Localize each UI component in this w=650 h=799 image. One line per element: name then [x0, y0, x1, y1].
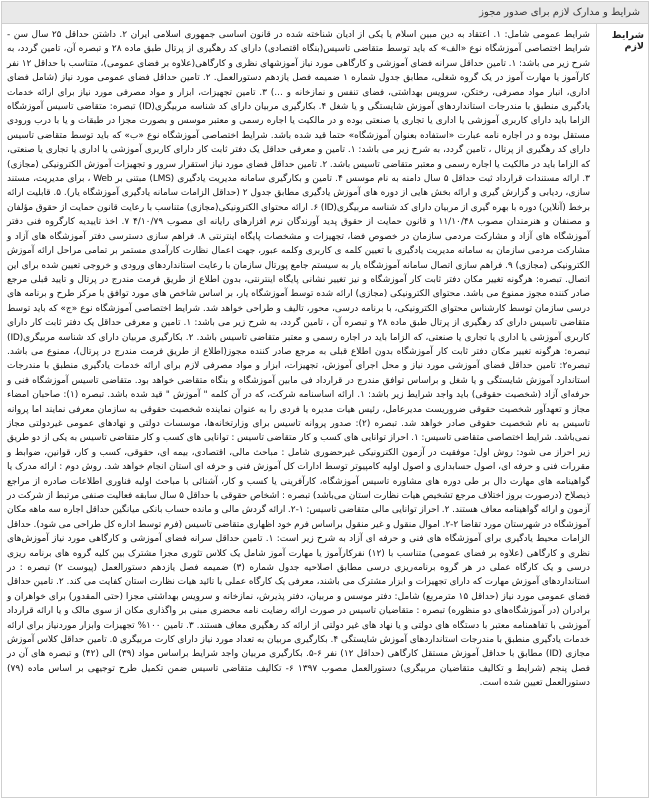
section-header [2, 2, 648, 24]
license-requirements-page [1, 1, 649, 798]
section-header-title: شرایط و مدارک لازم برای صدور مجوز [479, 7, 640, 18]
requirements-row [2, 24, 648, 796]
requirements-label: شرایط لازم [596, 24, 648, 796]
requirements-text: شرایط عمومی شامل: ۱. اعتقاد به دین مبین اسلام یا یکی از ادیان شناخته شده در قانون اساسی جمهوری اسلامی ایران ۲. داشتن حداقل ۲۵ سال سن - شرایط اختصاصی آموزشگاه نوع «الف» که باید توسط متقاضی تاسیس(بنگاه اقتصادی) دارای کد رهگیری از پرتال طبق ماده ۲۸ و تبصره آن، تامین گردد، به شرح زیر می باشد: ۱. تامین حداقل سرانه فضای آموزشی و کارگاهی مورد نیاز آموزشهای نظری و کارگاهی(علاوه بر فضای عمومی)، متناسب با حداقل ۱۲ نفر کارآموز یا مهارت آموز در یک گروه شغلی، مطابق جدول شماره ۱ ضمیمه فصل یازدهم دستورالعمل. ۲. تامین حداقل فضای عمومی مورد نیاز (شامل فضای اداری، انبار مواد مصرفی، رختکن، سرویس بهداشتی، فضای تنفس و نمازخانه و ...) ۳. تامین تجهیزات، ابزار و مواد مصرفی مورد نیاز برای ارائه خدمات یادگیری منطبق با مندرجات استانداردهای آموزش شایستگی و یا شغل ۴. بکارگیری مربیان دارای کد شناسه مربیگری(ID) تبصره: متقاضی تاسیس آموزشگاه الزاما باید دارای کاربری آموزشی یا اداری یا تجاری یا صنعتی بوده و در مالکیت یا اجاره رسمی و معتبر موسس و بصورت مجزا در طبقات و یا با درب ورودی مستقل بوده و در اجاره نامه عبارت «استفاده بعنوان آموزشگاه» حتما قید شده باشد. شرایط اختصاصی آموزشگاه نوع «ب» که باید توسط متقاضی تاسیس دارای کد رهگیری از پرتال ، تامین گردد، به شرح زیر می باشد: ۱. تامین و معرفی حداقل یک دفتر ثابت کار دارای کاربری آموزشی یا اداری یا تجاری یا صنعتی، که الزاما باید در مالکیت یا اجاره رسمی و معتبر متقاضی تاسیس باشد. ۲. تامین حداقل فضای مورد نیاز استقرار سرور و تجهیزات آموزش الکترونیکی (مجازی) ۳. ارائه مستندات قرارداد ثبت حداقل ۵ سال دامنه به نام موسس ۴. تامین و بکارگیری سامانه مدیریت یادگیری (LMS) مبتنی بر Web ، برای مدیریت، مستند سازی، ردیابی و گزارش گیری و ارائه بخش هایی از دوره های آموزش یادگیری مطابق جدول ۲ (حداقل الزامات سامانه یادگیری آموزشگاه یار). ۵. قابلیت ارائه برخط (آنلاین) دوره با بهره گیری از مربیان دارای کد شناسه مربیگری(ID) ۶. ارائه محتوای الکترونیکی(مجازی) متناسب با رعایت قانون حمایت از حقوق مؤلفان و مصنفان و هنرمندان مصوب ۱۱/۱۰/۴۸ و قانون حمایت از حقوق پدید آورندگان نرم افزارهای رایانه ای مصوب ۴/۱۰/۷۹ ۷. اخذ تاییدیه کارگروه فنی دفتر آموزشگاه های آزاد و مشارکت مردمی سازمان در خصوص فضا، تجهیزات و مشخصات پایگاه اینترنتی ۸. فراهم سازی دسترسی دفتر آموزشگاه های آزاد و مشارکت مردمی سازمان به سامانه مدیریت یادگیری با تعیین کلمه ی کاربری وکلمه عبور، جهت اعمال نظارت کارآمدی مستمر بر تمامی مراحل ارائه آموزش الکترونیکی (مجازی) ۹. فراهم سازی اتصال سامانه آموزشگاه یار به سیستم جامع پورتال سازمان با رعایت استانداردهای ورودی و خروجی تعیین شده برای این اتصال. تبصره: هرگونه تغییر مکان دفتر ثابت کار آموزشگاه و نیز تغییر نشانی پایگاه اینترنتی، بدون اطلاع از طریق فرمت مندرج در پرتال و تایید قبلی مرجع صادر کننده مجوز ممنوع می باشد. محتوای الکترونیکی (مجازی) ارائه شده توسط آموزشگاه یار، بر اساس شاخص های مورد توافق با مرکز طرح و برنامه های درسی سازمان توسط کارشناس محتوای الکترونیکی، با برنامه درسی، محور، تالیف و طراحی خواهد شد. شرایط اختصاصی آموزشگاه نوع «ج» که باید توسط متقاضی تاسیس دارای کد رهگیری از پرتال طبق ماده ۲۸ و تبصره آن ، تامین گردد، به شرح زیر می باشد: ۱. تامین و معرفی حداقل یک دفتر ثابت کار دارای کاربری آموزشی یا اداری یا تجاری یا صنعتی، که الزاما باید در اجاره رسمی و معتبر متقاضی تاسیس باشد. ۲. بکارگیری مربیان دارای کد شناسه مربیگری(ID) تبصره: هرگونه تغییر مکان دفتر ثابت کار آموزشگاه بدون اطلاع قبلی به مرجع صادر کننده مجوز(اطلاع از طریق فرمت مندرج در پرتال)، ممنوع می باشد. تبصره۲: تامین حداقل فضای آموزشی مورد نیاز و محل اجرای آموزش، تجهیزات، ابزار و مواد مصرفی لازم برای ارائه خدمات یادگیری منطبق با مندرجات استاندارد آموزش شایستگی و یا شغل و براساس توافق مندرج در قرارداد فی مابین آموزشگاه و بنگاه متقاضی خواهد بود. متقاضی تاسیس آموزشگاه فنی و حرفه‌ای آزاد (شخصیت حقوقی) باید واجد شرایط زیر باشد: ۱. ارائه اساسنامه شرکت، که در آن کلمه " آموزش " قید شده باشد. تبصره (۱): صاحبان امضاء مجاز و تعهدآور شخصیت حقوقی ضروریست مدیرعامل، رئیس هیات مدیره یا فردی را به عنوان نماینده شخصیت حقوقی به سازمان معرفی نمایند اما پروانه تاسیس به نام شخصیت حقوقی صادر خواهد شد. تبصره (۲): صدور پروانه تاسیس برای وزارتخانه‌ها، موسسات دولتی و نهادهای عمومی غیردولتی مجاز نمی‌باشد. شرایط اختصاصی متقاضی تاسیس: ۱. احراز توانایی های کسب و کار متقاضی تاسیس : توانایی های کسب و کار متقاضی تاسیس به یکی از دو طریق زیر احراز می شود: روش اول: موفقیت در آزمون الکترونیکی غیرحضوری شامل : مباحث مالی، اقتصادی، بیمه ای، حقوقی، کسب و کار، قوانین، ضوابط و مقررات فنی و حرفه ای، اصول حسابداری و اصول اولیه کامپیوتر توسط ادارات کل آموزش فنی و حرفه ای استان انجام خواهد شد. روش دوم : ارائه مدرک یا گواهینامه های مهارت دال بر طی دوره های مشاوره تاسیس آموزشگاه، کارآفرینی یا کسب و کار، آشنائی با مباحث اولیه فناوری اطلاعات صادره از مراجع ذیصلاح (درصورت بروز اختلاف مرجع تشخیص هیات نظارت استان می‌باشد) تبصره : اشخاص حقوقی با حداقل ۵ سال سابقه فعالیت صنفی مرتبط از شرکت در آزمون و ارائه گواهینامه معاف هستند. ۲. احراز توانایی مالی متقاضی تاسیس: ۱-۲. ارائه گردش مالی و مانده حساب بانکی میانگین حداقل اجاره سه ماهه مکان آموزشگاه در شهرستان مورد تقاضا ۲-۲. اموال منقول و غیر منقول براساس فرم خود اظهاری متقاضی تاسیس (فرم توسط اداره کل طراحی می شود). حداقل الزامات محیط یادگیری برای آموزشگاه های فنی و حرفه ای آزاد به شرح زیر است: ۱. تامین حداقل سرانه فضای آموزشی و کارگاهی مورد نیاز آموزش‌های نظری و کارگاهی (علاوه بر فضای عمومی) متناسب با (۱۲) نفرکارآموز یا مهارت آموز شامل یک کلاس تئوری مجزا مشترک بین کلیه گروه های برنامه ریزی درسی و یک کارگاه عملی در هر گروه برنامه‌ریزی درسی مطابق اصلاحیه جدول شماره (۳) ضمیمه فصل یازدهم دستورالعمل (پیوست ۲) تبصره : در استانداردهای آموزش مهارت که دارای تجهیزات و ابزار مشترک می باشند، معرفی یک کارگاه عملی با تائید هیات نظارت استان کفایت می کند. ۲. تامین حداقل فضای عمومی مورد نیاز (حداقل ۱۵ مترمربع) شامل: دفتر موسس و مربیان، دفتر پذیرش، نمازخانه و سرویس بهداشتی مجزا (حتی المقدور) برای خواهران و برادران (در آموزشگاه‌های دو منظوره) تبصره : متقاضیان تاسیس در صورت ارائه رضایت نامه محضری مبنی بر واگذاری مکان از سوی مالک و یا ارائه قرارداد آموزشی با تفاهمنامه معتبر با دستگاه های دولتی و یا نهاد های غیر دولتی از ارائه کد رهگیری معاف هستند. ۳. تامین ۱۰۰% تجهیزات وابزار موردنیاز برای ارائه خدمات یادگیری منطبق با مندرجات استانداردهای آموزش شایستگی ۴. بکارگیری مربیان به تعداد مورد نیاز دارای کارت مربیگری ۵. تامین حداقل کلاس آموزش مجازی (ID) مطابق با حداقل آموزش مستقل کارگاهی (حداقل ۱۲) نفر ۶-۵. بکارگیری مربیان واجد شرایط براساس مواد (۳۹) الی (۴۲) و تبصره های آن در فصل پنجم (شرایط و تکالیف متقاضیان مربیگری) دستورالعمل مصوب ۱۳۹۷ ۶- تکالیف متقاضی تاسیس ضمن تکمیل طرح توجیهی بر اساس ماده (۷۹) دستورالعمل تعیین شده است. [7, 30, 591, 689]
